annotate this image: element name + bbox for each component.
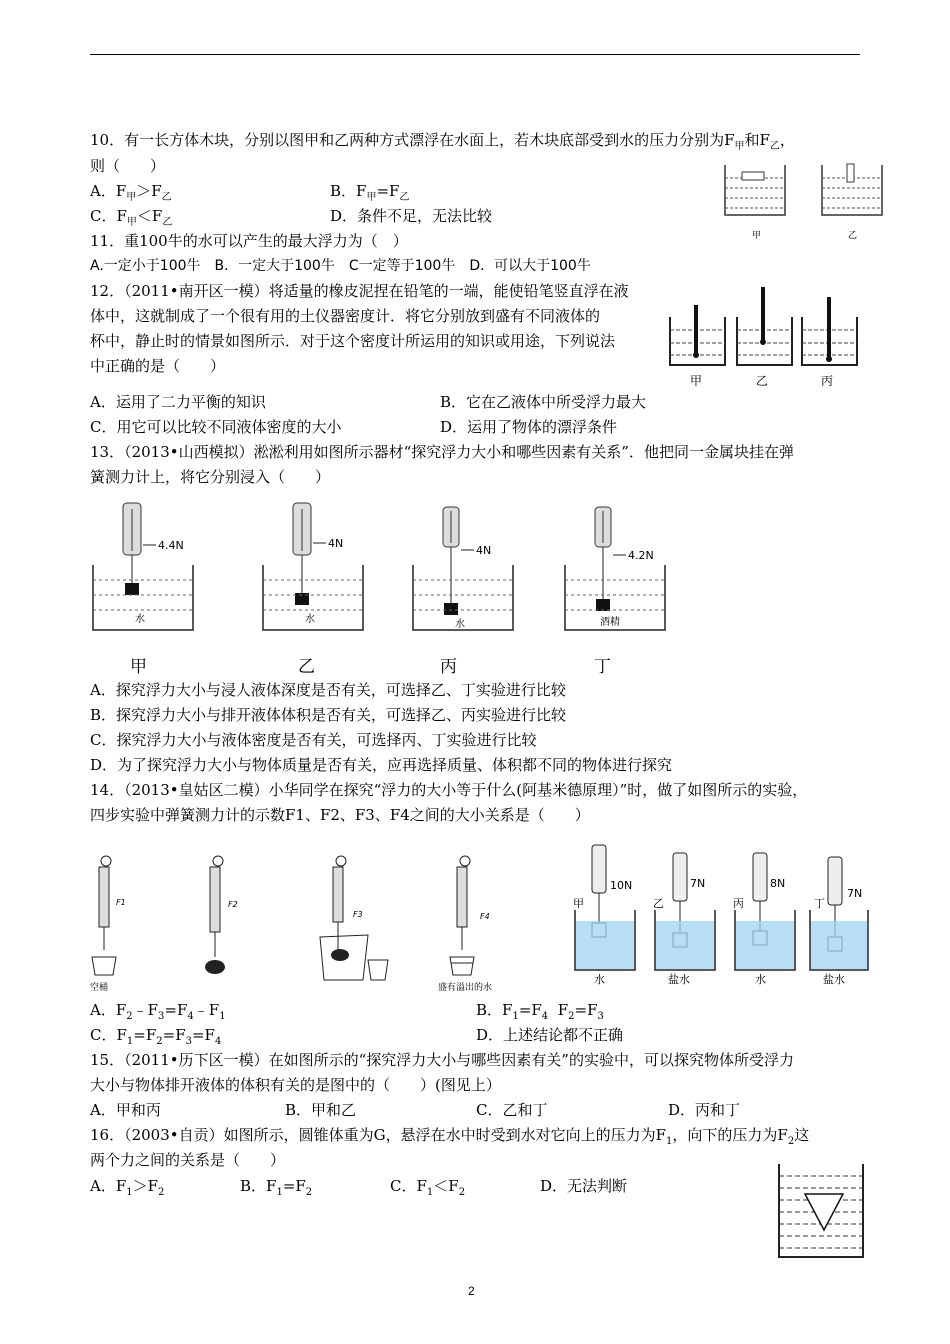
q11-options[interactable]: A.一定小于100牛 B．一定大于100牛 C一定等于100牛 D．可以大于100牛 [90,258,591,274]
reading-yi: 4N [328,537,344,550]
q14-figure-step4 [435,845,555,995]
q12-option-d[interactable]: D．运用了物体的漂浮条件 [440,418,618,436]
label-bing: 丙 [821,374,834,388]
setup-bing [413,507,513,630]
reading-yi: 7N [690,877,706,890]
q15-stem-2: 大小与物体排开液体的体积有关的是图中的（ ）(图见上） [90,1076,501,1094]
step-2 [205,856,238,974]
q12-option-b[interactable]: B．它在乙液体中所受浮力最大 [440,393,647,411]
page-number: 2 [468,1284,475,1298]
label-yi: 乙 [848,231,858,241]
reading-ding: 7N [847,887,863,900]
container-yi [822,164,882,215]
label-yi: 乙 [298,657,315,677]
beaker-yi [737,287,792,365]
beaker-bing [733,853,795,986]
step-3 [320,856,388,980]
f3-label: F3 [353,910,363,919]
label-jia: 甲 [573,897,584,910]
beaker-yi [653,853,715,986]
q13-stem-1: 13．（2013•山西模拟）淞淞利用如图所示器材“探究浮力大小和哪些因素有关系”．他把同一金属块挂在弹 [90,443,794,461]
label-bing: 丙 [733,897,744,910]
q12-stem-4: 中正确的是（ ） [90,357,226,375]
q13-option-d[interactable]: D．为了探究浮力大小与物体质量是否有关，应再选择质量、体积都不同的物体进行探究 [90,756,673,774]
container-jia [725,165,785,215]
q16-stem-2: 两个力之间的关系是（ ） [90,1151,286,1169]
beaker-bing [802,297,857,365]
q14-option-c[interactable]: C．$F_1=F_2=F_3=F_4$ [90,1026,222,1047]
f4-label: F4 [480,912,490,921]
reading-bing: 4N [476,544,492,557]
q15-option-b[interactable]: B．甲和乙 [285,1101,357,1119]
q15-stem-1: 15．（2011•历下区一模）在如图所示的“探究浮力大小与哪些因素有关”的实验中，可以探究物体所受浮力 [90,1051,794,1069]
label-jia: 甲 [752,231,762,241]
q15-option-c[interactable]: C．乙和丁 [476,1101,548,1119]
q15-option-a[interactable]: A．甲和丙 [90,1101,161,1119]
q12-figure [665,285,880,395]
q10-option-b[interactable]: B．$F_甲=F_乙$ [330,182,410,203]
q14-figure-right [570,835,870,985]
label-bing: 丙 [440,657,457,677]
liquid-jia: 水 [594,973,605,986]
q14-option-b[interactable]: B．$F_1=F_4$ $F_2=F_3$ [476,1001,604,1022]
liquid-yi: 盐水 [668,973,690,986]
q12-stem-3: 杯中，静止时的情景如图所示．对于这个密度计所运用的知识或用途，下列说法 [90,332,616,350]
q12-stem-2: 体中，这就制成了一个很有用的土仪器密度计．将它分别放到盛有不同液体的 [90,307,601,325]
setup-jia [93,503,193,630]
q14-option-d[interactable]: D．上述结论都不正确 [476,1026,624,1044]
step-1 [90,856,126,993]
q16-option-b[interactable]: B．$F_1=F_2$ [240,1177,313,1198]
beaker-ding [810,857,868,986]
label-yi: 乙 [756,374,769,388]
setup-yi [263,503,363,630]
beaker-jia [573,845,635,986]
q10-option-c[interactable]: C．$F_甲<F_乙$ [90,207,173,228]
q13-option-c[interactable]: C．探究浮力大小与液体密度是否有关，可选择丙、丁实验进行比较 [90,731,537,749]
q16-figure [775,1162,870,1262]
q12-option-c[interactable]: C．用它可以比较不同液体密度的大小 [90,418,342,436]
q10-stem: 10．有一长方体木块，分别以图甲和乙两种方式漂浮在水面上，若木块底部受到水的压力分别为$F_甲$和$F_乙$， [90,131,795,152]
q13-stem-2: 簧测力计上，将它分别浸入（ ） [90,468,331,486]
reading-bing: 8N [770,877,786,890]
step-4 [438,856,492,993]
q12-option-a[interactable]: A．运用了二力平衡的知识 [90,393,266,411]
reading-jia: 4.4N [158,539,184,552]
liquid-ding: 酒精 [600,617,620,628]
empty-bucket-label: 空桶 [90,983,109,993]
label-ding: 丁 [814,897,825,910]
q16-option-d[interactable]: D．无法判断 [540,1177,628,1195]
f1-label: F1 [116,898,126,907]
liquid-ding: 盐水 [823,973,845,986]
q14-stem-2: 四步实验中弹簧测力计的示数F1、F2、F3、F4之间的大小关系是（ ） [90,806,590,824]
q13-option-a[interactable]: A．探究浮力大小与浸人液体深度是否有关，可选择乙、丁实验进行比较 [90,681,566,699]
f2-label: F2 [228,900,238,909]
q13-figure [88,495,688,675]
q16-option-a[interactable]: A．$F_1>F_2$ [90,1177,165,1198]
label-jia: 甲 [130,657,147,677]
header-rule [90,54,860,55]
liquid-bing: 水 [455,619,465,630]
q10-stem-2: 则（ ） [90,157,166,175]
q10-option-a[interactable]: A．$F_甲>F_乙$ [90,182,172,203]
q14-stem-1: 14．（2013•皇姑区二模）小华同学在探究“浮力的大小等于什么(阿基米德原理）”时，做了如图所示的实验， [90,781,808,799]
overflow-water-label: 盛有溢出的水 [438,983,493,993]
q14-figure-left [88,845,408,995]
liquid-bing: 水 [755,973,766,986]
q14-option-a[interactable]: A．$F_2﹣F_3=F_4﹣F_1$ [90,1001,226,1022]
q16-option-c[interactable]: C．$F_1<F_2$ [390,1177,466,1198]
q11-stem: 11．重100牛的水可以产生的最大浮力为（ ） [90,232,408,250]
q12-stem-1: 12．（2011•南开区一模）将适量的橡皮泥捏在铅笔的一端，能使铅笔竖直浮在液 [90,282,629,300]
label-ding: 丁 [594,657,611,677]
setup-ding [565,507,665,630]
beaker-jia [670,305,725,365]
q16-stem-1: 16．（2003•自贡）如图所示，圆锥体重为G，悬浮在水中时受到水对它向上的压力为$F_1$，向下的压力为$F_2$这 [90,1126,810,1147]
reading-jia: 10N [610,879,633,892]
q15-option-d[interactable]: D．丙和丁 [668,1101,741,1119]
liquid-jia: 水 [135,614,145,625]
q10-figure [720,160,890,245]
reading-ding: 4.2N [628,549,654,562]
liquid-yi: 水 [305,614,315,625]
q13-option-b[interactable]: B．探究浮力大小与排开液体体积是否有关，可选择乙、丙实验进行比较 [90,706,567,724]
q10-option-d[interactable]: D．条件不足，无法比较 [330,207,493,225]
label-yi: 乙 [653,897,664,910]
label-jia: 甲 [690,374,703,388]
